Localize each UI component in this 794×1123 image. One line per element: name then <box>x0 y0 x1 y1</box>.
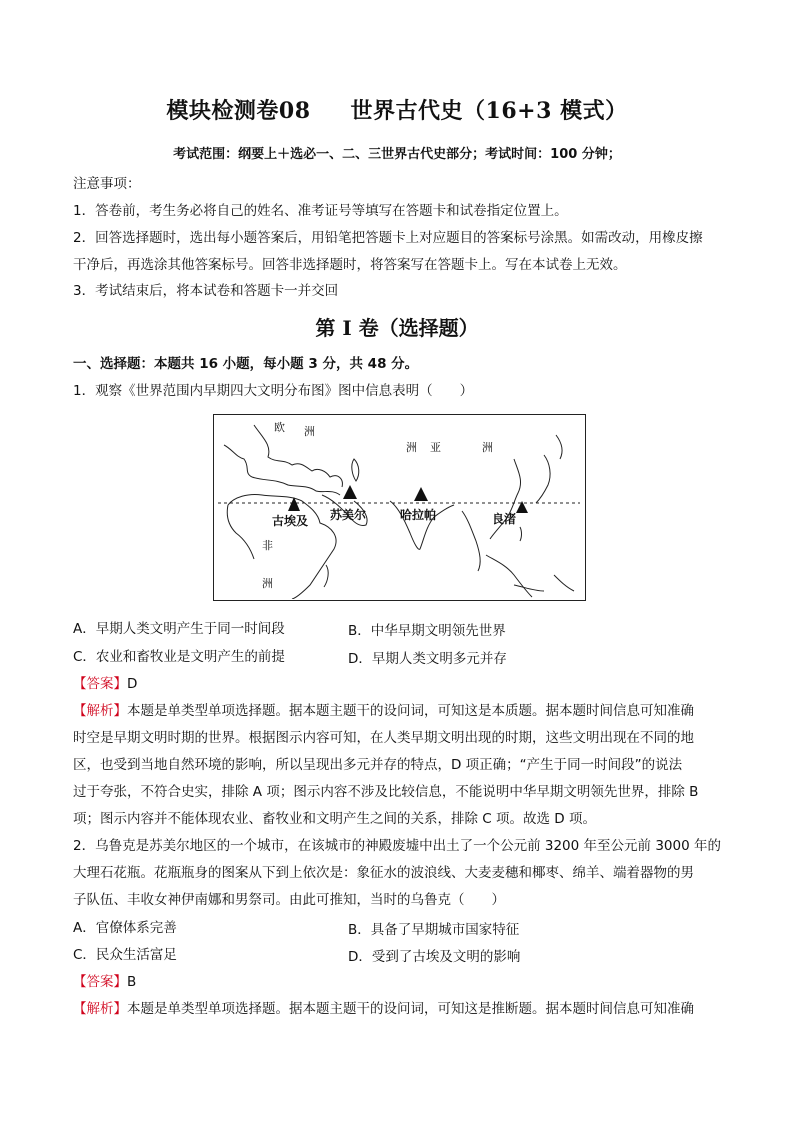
map-label-asia-2: 洲 <box>482 441 493 454</box>
q1-option-c: C．农业和畜牧业是文明产生的前提 <box>73 649 285 665</box>
harappa-marker <box>414 487 428 501</box>
q2-stem-line: 大理石花瓶。花瓶瓶身的图案从下到上依次是：象征水的波浪线、大麦麦穗和椰枣、绵羊、端着器物的男 <box>73 865 694 881</box>
map-label-egypt: 古埃及 <box>272 514 309 528</box>
note-line: 1．答卷前，考生务必将自己的姓名、准考证号等填写在答题卡和试卷指定位置上。 <box>73 203 568 219</box>
map-label-asia-3: 洲 <box>406 441 417 454</box>
map-label-asia-1: 亚 <box>430 441 441 454</box>
map-label-europe-1: 欧 <box>274 421 285 434</box>
answer-tag: 【答案】 <box>73 676 127 692</box>
note-line: 2．回答选择题时，选出每小题答案后，用铅笔把答题卡上对应题目的答案标号涂黑。如需改动，用橡皮擦 <box>73 230 703 246</box>
q2-stem-line: 2．乌鲁克是苏美尔地区的一个城市，在该城市的神殿废墟中出土了一个公元前 3200 年至公元前 3000 年的 <box>73 838 721 854</box>
map-label-europe-2: 洲 <box>304 425 315 438</box>
africa-coast <box>228 494 336 599</box>
title-left: 模块检测卷08 <box>166 98 311 124</box>
analysis-tag: 【解析】 <box>73 1001 127 1017</box>
map-label-harappa: 哈拉帕 <box>400 508 437 522</box>
q1-analysis-line: 过于夸张，不符合史实，排除 A 项；图示内容不涉及比较信息，不能说明中华早期文明领先世界，排除 B <box>73 784 699 800</box>
map-label-sumer: 苏美尔 <box>330 508 367 522</box>
sumer-marker <box>343 485 357 499</box>
q1-option-a: A．早期人类文明产生于同一时间段 <box>73 621 285 637</box>
answer-value: D <box>127 676 138 692</box>
china-coast <box>490 459 521 539</box>
q1-analysis-line: 项；图示内容并不能体现农业、畜牧业和文明产生之间的关系，排除 C 项。故选 D 项。 <box>73 811 596 827</box>
q2-option-d: D．受到了古埃及文明的影响 <box>348 949 521 965</box>
q2-analysis-line: 【解析】本题是单类型单项选择题。据本题主题干的设问词，可知这是推断题。据本题时间信息可知准确 <box>73 1001 694 1017</box>
q1-analysis-line: 区，也受到当地自然环境的影响，所以呈现出多元并存的特点，D 项正确；“产生于同一时间段”的说法 <box>73 757 683 773</box>
note-line: 3．考试结束后，将本试卷和答题卡一并交回 <box>73 283 339 299</box>
answer-tag: 【答案】 <box>73 974 127 990</box>
analysis-tag: 【解析】 <box>73 703 127 719</box>
title-right: 世界古代史（16+3 模式） <box>350 98 628 124</box>
notes-heading: 注意事项： <box>73 176 141 192</box>
note-line: 干净后，再选涂其他答案标号。回答非选择题时，将答案写在答题卡上。写在本试卷上无效。 <box>73 257 627 273</box>
map-label-africa-2: 洲 <box>262 577 273 590</box>
q2-option-a: A．官僚体系完善 <box>73 920 177 936</box>
q1-option-b: B．中华早期文明领先世界 <box>348 623 506 639</box>
q2-stem-line: 子队伍、丰收女神伊南娜和男祭司。由此可推知，当时的乌鲁克（ ） <box>73 892 505 908</box>
map-label-liangzhu: 良渚 <box>492 512 517 526</box>
part-heading: 一、选择题：本题共 16 小题，每小题 3 分，共 48 分。 <box>73 356 419 372</box>
q1-stem: 1．观察《世界范围内早期四大文明分布图》图中信息表明（ ） <box>73 383 474 399</box>
q2-option-b: B．具备了早期城市国家特征 <box>348 922 520 938</box>
map-label-africa-1: 非 <box>262 539 273 552</box>
answer-value: B <box>127 974 137 990</box>
europe-coast <box>254 425 342 487</box>
world-map-figure <box>213 414 586 601</box>
q1-option-d: D．早期人类文明多元并存 <box>348 651 507 667</box>
page-title <box>0 94 794 125</box>
q1-analysis-line: 时空是早期文明时期的世界。根据图示内容可知，在人类早期文明出现的时期，这些文明出现在不同的地 <box>73 730 694 746</box>
section-title: 第 I 卷（选择题） <box>315 316 479 340</box>
q1-answer <box>73 674 137 694</box>
exam-range: 考试范围：纲要上＋选必一、二、三世界古代史部分；考试时间：100 分钟； <box>173 147 621 162</box>
q2-answer <box>73 972 136 992</box>
q1-analysis-line: 【解析】本题是单类型单项选择题。据本题主题干的设问词，可知这是本质题。据本题时间信息可知准确 <box>73 703 694 719</box>
q2-option-c: C．民众生活富足 <box>73 947 177 963</box>
